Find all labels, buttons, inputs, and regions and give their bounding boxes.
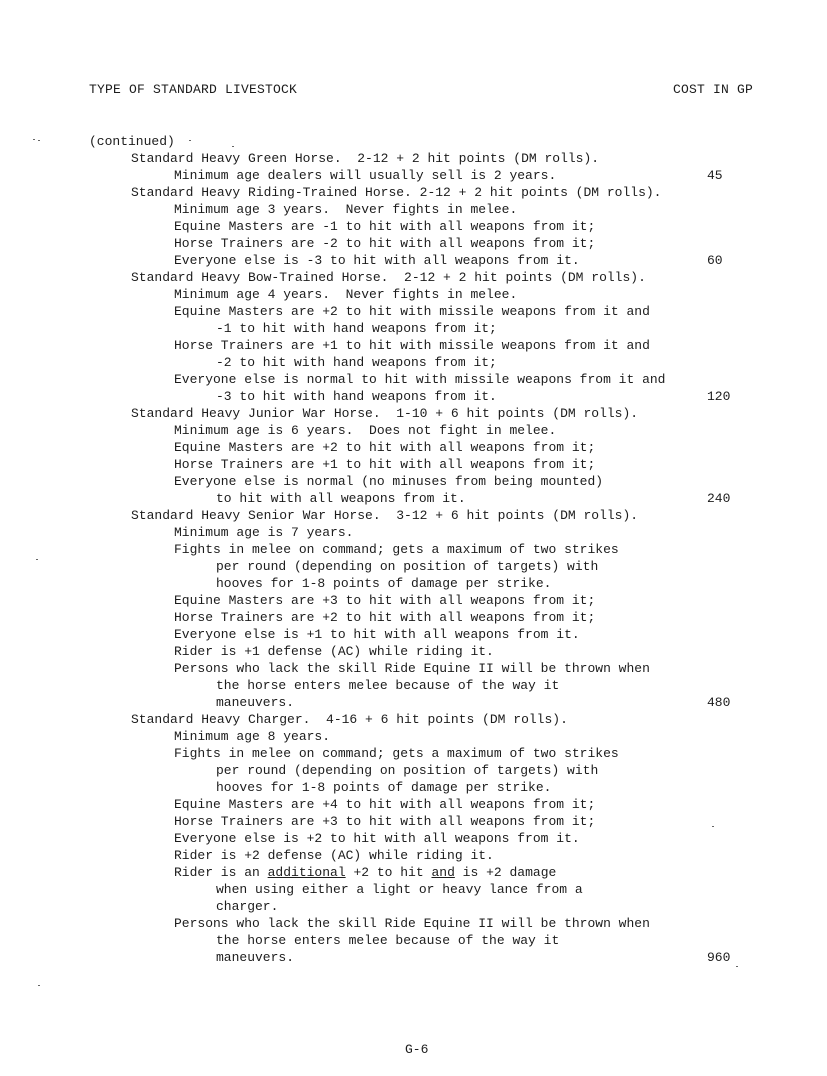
line-text: Horse Trainers are -2 to hit with all weapons from it; (174, 236, 596, 251)
listing-line (89, 745, 769, 762)
header-type-of-livestock: TYPE OF STANDARD LIVESTOCK (89, 82, 298, 97)
line-segment: Rider is an (174, 865, 268, 880)
cost-value: 45 (707, 168, 723, 183)
line-text: Standard Heavy Charger. 4-16 + 6 hit points (DM rolls). (131, 712, 568, 727)
underlined-word: additional (267, 865, 346, 880)
line-text: Minimum age 8 years. (174, 729, 331, 744)
listing-line (89, 575, 769, 592)
listing-line (89, 354, 769, 371)
line-text: -2 to hit with hand weapons from it; (216, 355, 497, 370)
listing-line (89, 235, 769, 252)
line-text: (continued) (89, 134, 175, 149)
listing-line (89, 218, 769, 235)
listing-line (89, 150, 769, 167)
line-text: to hit with all weapons from it. (216, 491, 466, 506)
line-text: Horse Trainers are +3 to hit with all weapons from it; (174, 814, 596, 829)
line-text: Horse Trainers are +1 to hit with all weapons from it; (174, 457, 596, 472)
underlined-word: and (431, 865, 455, 880)
listing-line (89, 660, 769, 677)
scan-speck (38, 140, 40, 141)
line-text: Minimum age is 7 years. (174, 525, 354, 540)
cost-value: 480 (707, 695, 731, 710)
listing-line (89, 422, 769, 439)
listing-line (89, 813, 769, 830)
listing-line (89, 932, 769, 949)
listing-line (89, 592, 769, 609)
listing-line (89, 439, 769, 456)
listing-line (89, 762, 769, 779)
line-text: per round (depending on position of targets) with (216, 763, 599, 778)
line-text: Everyone else is +1 to hit with all weapons from it. (174, 627, 580, 642)
listing-line (89, 252, 769, 269)
listing-line (89, 558, 769, 575)
line-text: Everyone else is -3 to hit with all weapons from it. (174, 253, 580, 268)
listing-line (89, 949, 769, 966)
listing-line (89, 796, 769, 813)
line-text: maneuvers. (216, 950, 295, 965)
line-text (174, 865, 556, 880)
line-text: Equine Masters are +2 to hit with missile weapons from it and (174, 304, 650, 319)
line-text: Standard Heavy Bow-Trained Horse. 2-12 + 2 hit points (DM rolls). (131, 270, 646, 285)
listing-line (89, 626, 769, 643)
line-text: the horse enters melee because of the way it (216, 933, 560, 948)
line-text: Horse Trainers are +2 to hit with all weapons from it; (174, 610, 596, 625)
line-text: Minimum age is 6 years. Does not fight in melee. (174, 423, 557, 438)
line-text: per round (depending on position of targets) with (216, 559, 599, 574)
listing-line (89, 524, 769, 541)
listing-line (89, 473, 769, 490)
scan-speck (189, 140, 191, 141)
line-text: Equine Masters are +3 to hit with all weapons from it; (174, 593, 596, 608)
scan-speck (38, 985, 40, 986)
line-text: Rider is +2 defense (AC) while riding it. (174, 848, 494, 863)
line-text: Persons who lack the skill Ride Equine II will be thrown when (174, 661, 650, 676)
line-segment: is +2 damage (454, 865, 557, 880)
listing-line (89, 184, 769, 201)
scan-speck (36, 559, 38, 560)
listing-line (89, 728, 769, 745)
scan-speck (736, 966, 738, 967)
line-text: maneuvers. (216, 695, 295, 710)
listing-line (89, 201, 769, 218)
line-text: Equine Masters are -1 to hit with all weapons from it; (174, 219, 596, 234)
cost-value: 60 (707, 253, 723, 268)
listing-line (89, 898, 769, 915)
line-text: hooves for 1-8 points of damage per strike. (216, 780, 552, 795)
listing-line (89, 303, 769, 320)
line-text: Standard Heavy Senior War Horse. 3-12 + 6 hit points (DM rolls). (131, 508, 639, 523)
listing-line (89, 609, 769, 626)
line-text: when using either a light or heavy lance from a (216, 882, 583, 897)
listing-line (89, 507, 769, 524)
listing-line (89, 286, 769, 303)
listing-line (89, 847, 769, 864)
line-text: Minimum age dealers will usually sell is 2 years. (174, 168, 557, 183)
listing-line (89, 320, 769, 337)
listing-line (89, 337, 769, 354)
listing-line (89, 388, 769, 405)
line-text: Standard Heavy Junior War Horse. 1-10 + 6 hit points (DM rolls). (131, 406, 639, 421)
line-text: Persons who lack the skill Ride Equine II will be thrown when (174, 916, 650, 931)
line-text: Horse Trainers are +1 to hit with missile weapons from it and (174, 338, 650, 353)
line-text: Everyone else is normal (no minuses from being mounted) (174, 474, 604, 489)
line-text: Everyone else is normal to hit with missile weapons from it and (174, 372, 666, 387)
listing-line (89, 779, 769, 796)
livestock-listing (89, 133, 769, 966)
listing-line (89, 694, 769, 711)
line-text: hooves for 1-8 points of damage per strike. (216, 576, 552, 591)
line-text: Everyone else is +2 to hit with all weapons from it. (174, 831, 580, 846)
line-text: charger. (216, 899, 279, 914)
scan-speck (232, 146, 234, 147)
line-text: the horse enters melee because of the way it (216, 678, 560, 693)
cost-value: 960 (707, 950, 731, 965)
listing-line (89, 677, 769, 694)
listing-line (89, 711, 769, 728)
listing-line (89, 864, 769, 881)
line-text: Rider is +1 defense (AC) while riding it. (174, 644, 494, 659)
listing-line (89, 133, 769, 150)
listing-line (89, 405, 769, 422)
listing-line (89, 830, 769, 847)
scan-speck (33, 139, 35, 140)
line-text: Equine Masters are +4 to hit with all weapons from it; (174, 797, 596, 812)
line-segment: +2 to hit (345, 865, 432, 880)
scan-speck (712, 826, 714, 827)
line-text: Standard Heavy Green Horse. 2-12 + 2 hit points (DM rolls). (131, 151, 600, 166)
line-text: Minimum age 3 years. Never fights in melee. (174, 202, 518, 217)
page-number: G-6 (405, 1042, 429, 1057)
cost-value: 120 (707, 389, 731, 404)
listing-line (89, 269, 769, 286)
listing-line (89, 371, 769, 388)
line-text: Fights in melee on command; gets a maximum of two strikes (174, 542, 619, 557)
listing-line (89, 167, 769, 184)
listing-line (89, 881, 769, 898)
listing-line (89, 490, 769, 507)
line-text: Standard Heavy Riding-Trained Horse. 2-12 + 2 hit points (DM rolls). (131, 185, 662, 200)
line-text: -3 to hit with hand weapons from it. (216, 389, 497, 404)
listing-line (89, 541, 769, 558)
header-cost-in-gp: COST IN GP (673, 82, 754, 97)
line-text: Minimum age 4 years. Never fights in melee. (174, 287, 518, 302)
cost-value: 240 (707, 491, 731, 506)
line-text: Equine Masters are +2 to hit with all weapons from it; (174, 440, 596, 455)
listing-line (89, 456, 769, 473)
listing-line (89, 915, 769, 932)
line-text: -1 to hit with hand weapons from it; (216, 321, 497, 336)
listing-line (89, 643, 769, 660)
line-text: Fights in melee on command; gets a maximum of two strikes (174, 746, 619, 761)
